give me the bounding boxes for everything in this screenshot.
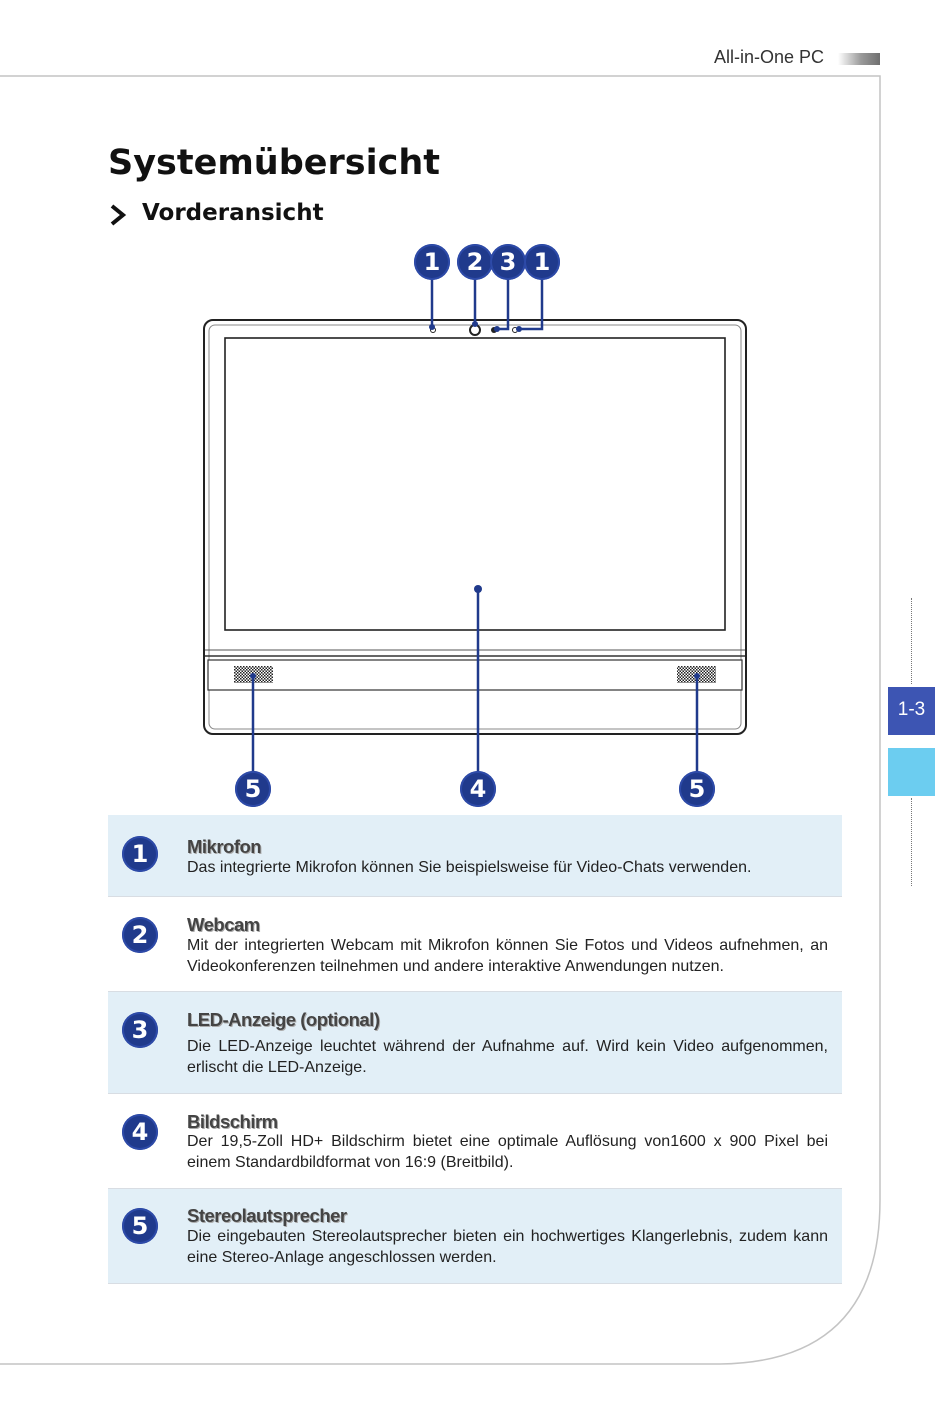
item-number-badge: 1: [122, 836, 158, 872]
callout-badge-microphone-left: 1: [414, 244, 450, 280]
item-title: Webcam: [187, 914, 260, 935]
list-item-speakers: [108, 1189, 842, 1284]
list-item-webcam: [108, 897, 842, 992]
item-title: Stereolautsprecher: [187, 1205, 347, 1226]
header-decoration-bar: [838, 53, 880, 65]
item-number-badge: 5: [122, 1208, 158, 1244]
item-number-badge: 4: [122, 1114, 158, 1150]
item-number-badge: 2: [122, 917, 158, 953]
component-list: [108, 815, 842, 1284]
side-dotted-line-bottom: [911, 798, 912, 886]
page-title: Systemübersicht: [108, 143, 440, 183]
callout-badge-speaker-right: 5: [679, 771, 715, 807]
side-dotted-line-top: [911, 598, 912, 684]
list-item-microphone: [108, 815, 842, 897]
item-title: LED-Anzeige (optional): [187, 1009, 380, 1030]
header-title: All-in-One PC: [713, 47, 824, 67]
callout-badge-screen: 4: [460, 771, 496, 807]
callout-badge-microphone-right: 1: [524, 244, 560, 280]
callout-badge-webcam: 2: [457, 244, 493, 280]
item-description: Der 19,5-Zoll HD+ Bildschirm bietet eine optimale Auflösung von1600 x 900 Pixel bei einem Standardbildformat von 16:9 (Breitbild).: [187, 1133, 828, 1171]
chapter-page-tab: 1-3: [888, 687, 935, 735]
item-title: Mikrofon: [187, 836, 262, 857]
section-title: Vorderansicht: [142, 200, 324, 226]
item-description: Die LED-Anzeige leuchtet während der Aufnahme auf. Wird kein Video aufgenommen, erlischt die LED-Anzeige.: [187, 1038, 828, 1076]
chevron-right-icon: [108, 204, 128, 226]
callout-badge-speaker-left: 5: [235, 771, 271, 807]
item-description: Das integrierte Mikrofon können Sie beispielsweise für Video-Chats verwenden.: [187, 859, 752, 876]
list-item-screen: [108, 1094, 842, 1189]
item-description: Mit der integrierten Webcam mit Mikrofon können Sie Fotos und Videos aufnehmen, an Videokonferenzen teilnehmen und andere interaktive Anwendungen nutzen.: [187, 937, 828, 975]
item-title: Bildschirm: [187, 1111, 278, 1132]
callout-badge-led: 3: [490, 244, 526, 280]
item-description: Die eingebauten Stereolautsprecher bieten ein hochwertiges Klangerlebnis, zudem kann eine Stereo-Anlage angeschlossen werden.: [187, 1228, 828, 1266]
item-number-badge: 3: [122, 1012, 158, 1048]
list-item-led: [108, 992, 842, 1094]
chapter-tab-accent: [888, 748, 935, 796]
